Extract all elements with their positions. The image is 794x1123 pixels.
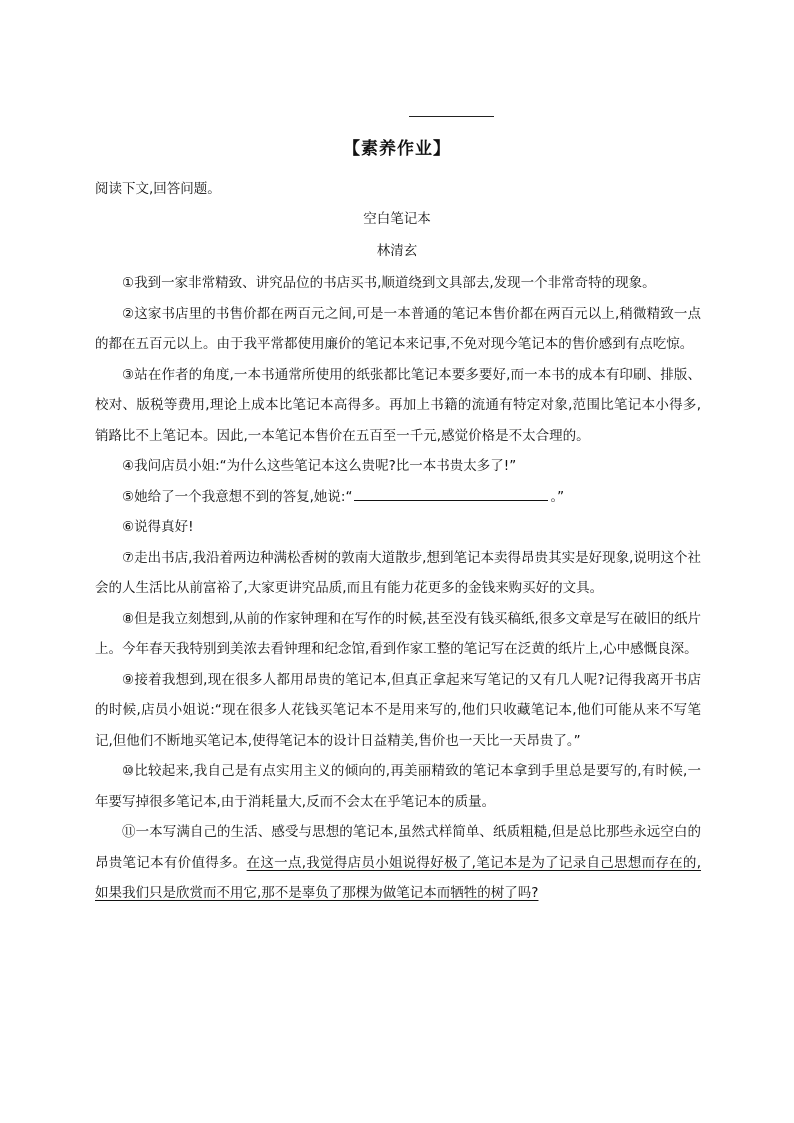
paragraph-3: ③站在作者的角度,一本书通常所使用的纸张都比笔记本要多要好,而一本书的成本有印刷、排版、校对、版税等费用,理论上成本比笔记本高得多。再加上书籍的流通有特定对象,范围比笔记本小得多,销路比不上笔记本。因此,一本笔记本售价在五百至一千元,感觉价格是不太合理的。 <box>95 366 701 444</box>
paragraph-2: ②这家书店里的书售价都在两百元之间,可是一本普通的笔记本售价都在两百元以上,稍微精致一点的都在五百元以上。由于我平常都使用廉价的笔记本来记事,不免对现今笔记本的售价感到有点吃惊。 <box>95 305 701 352</box>
paragraph-1: ①我到一家非常精致、讲究品位的书店买书,顺道绕到文具部去,发现一个非常奇特的现象。 <box>122 275 656 291</box>
paragraph-8: ⑧但是我立刻想到,从前的作家钟理和在写作的时候,甚至没有钱买稿纸,很多文章是写在破旧的纸片上。今年春天我特别到美浓去看钟理和纪念馆,看到作家工整的笔记写在泛黄的纸片上,心中感慨良深。 <box>95 610 701 657</box>
paragraph-7: ⑦走出书店,我沿着两边种满松香树的敦南大道散步,想到笔记本卖得昂贵其实是好现象,说明这个社会的人生活比从前富裕了,大家更讲究品质,而且有能力花更多的金钱来购买好的文具。 <box>95 549 701 596</box>
paragraph-5-tail: 。” <box>550 488 565 505</box>
paragraph-5-lead: ⑤她给了一个我意想不到的答复,她说:“ <box>122 488 353 505</box>
paragraph-4: ④我问店员小姐:“为什么这些笔记本这么贵呢?比一本书贵太多了!” <box>122 458 517 474</box>
article-title: 空白笔记本 <box>363 211 431 227</box>
article-body <box>95 268 701 909</box>
paragraph-10: ⑩比较起来,我自己是有点实用主义的倾向的,再美丽精致的笔记本拿到手里总是要写的,有时候,一年要写掉很多笔记本,由于消耗量大,反而不会太在乎笔记本的质量。 <box>95 763 701 810</box>
paragraph-11 <box>95 817 701 909</box>
top-divider-line <box>409 116 494 117</box>
underlined-passage: 在这一点,我觉得店员小姐说得好极了,笔记本是为了记录自己思想而存在的,如果我们只是欣赏而不用它,那不是辜负了那棵为做笔记本而牺牲的树了吗? <box>95 854 702 901</box>
answer-blank[interactable] <box>354 486 548 501</box>
paragraph-11-text: ⑪一本写满自己的生活、感受与思想的笔记本,虽然式样简单、纸质粗糙,但是总比那些永远空白的昂贵笔记本有价值得多。 <box>95 824 701 871</box>
paragraph-5 <box>95 482 701 513</box>
paragraph-6: ⑥说得真好! <box>122 519 194 535</box>
article-author: 林清玄 <box>376 243 418 259</box>
reading-instruction: 阅读下文,回答问题。 <box>95 181 221 197</box>
paragraph-9: ⑨接着我想到,现在很多人都用昂贵的笔记本,但真正拿起来写笔记的又有几人呢?记得我离开书店的时候,店员小姐说:“现在很多人花钱买笔记本不是用来写的,他们只收藏笔记本,他们可能从来不写笔记,但他们不断地买笔记本,使得笔记本的设计日益精美,售价也一天比一天昂贵了。” <box>95 671 701 749</box>
section-title: 【素养作业】 <box>343 139 451 159</box>
